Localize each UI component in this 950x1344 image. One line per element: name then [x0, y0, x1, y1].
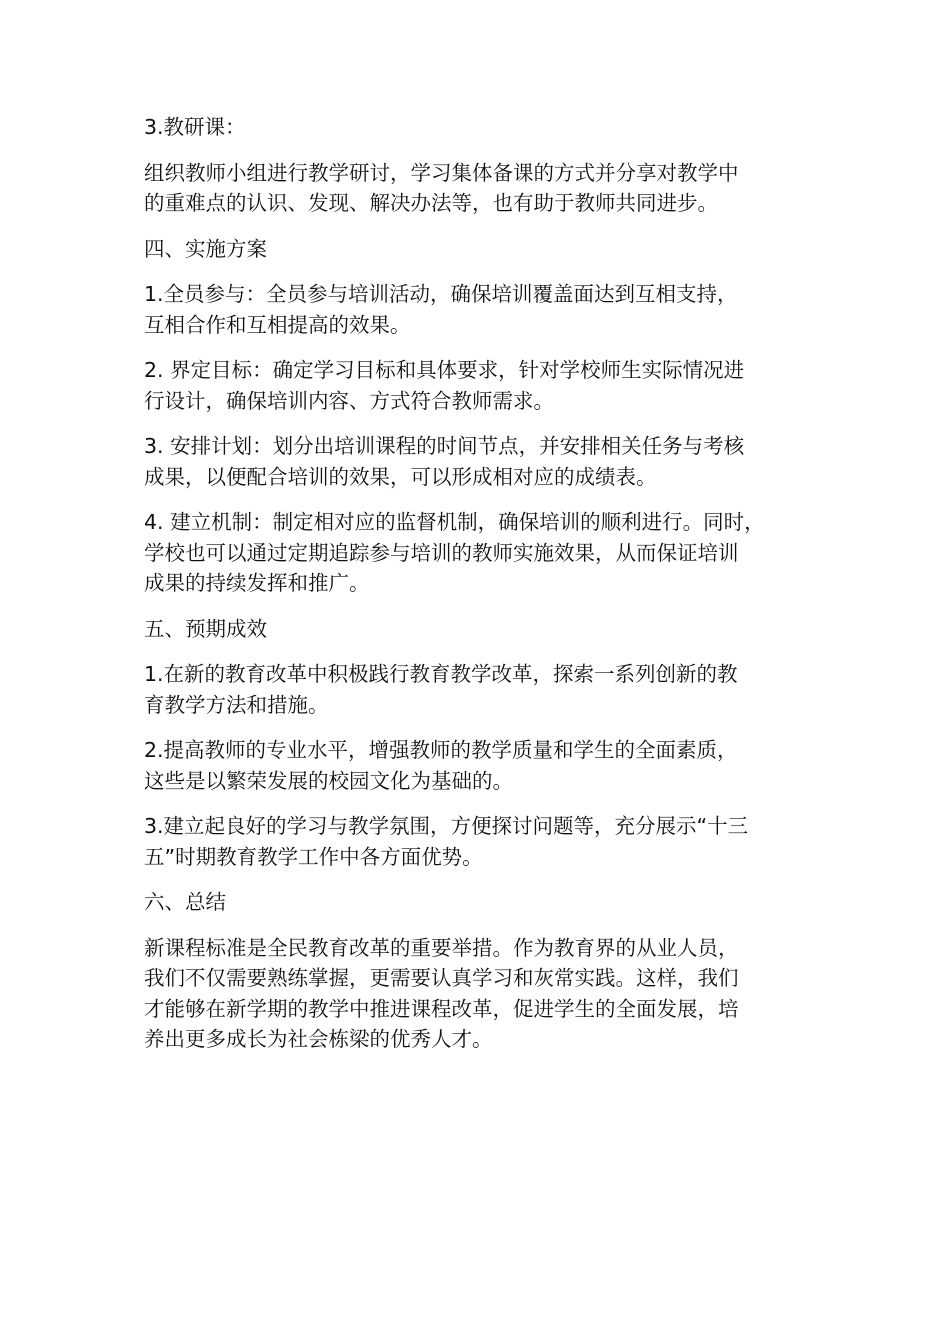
text-line: 1.全员参与：全员参与培训活动，确保培训覆盖面达到互相支持， [144, 282, 738, 306]
paragraph-summary [144, 933, 820, 1055]
text-line: 2. 界定目标：确定学习目标和具体要求，针对学校师生实际情况进 [144, 358, 745, 382]
paragraph-schedule-plan [144, 431, 820, 492]
text-line: 五”时期教育教学工作中各方面优势。 [144, 844, 483, 869]
paragraph-establish-mechanism [144, 507, 820, 599]
text-line: 成果的持续发挥和推广。 [144, 571, 370, 595]
section-heading-implementation [144, 234, 820, 265]
paragraph-full-participation [144, 279, 820, 340]
text-line: 互相合作和互相提高的效果。 [144, 312, 411, 337]
paragraph-teaching-research-body [144, 158, 820, 219]
text-line: 的重难点的认识、发现、解决办法等，也有助于教师共同进步。 [144, 191, 718, 215]
text-line: 我们不仅需要熟练掌握，更需要认真学习和灰常实践。这样，我们 [144, 966, 739, 990]
text-line: 新课程标准是全民教育改革的重要举措。作为教育界的从业人员， [144, 935, 739, 960]
text-line: 六、总结 [144, 890, 226, 914]
text-line: 才能够在新学期的教学中推进课程改革，促进学生的全面发展，培 [144, 996, 739, 1021]
text-line: 4. 建立机制：制定相对应的监督机制，确保培训的顺利进行。同时， [144, 510, 765, 534]
paragraph-result-1 [144, 659, 820, 720]
text-line: 3.教研课： [144, 115, 246, 139]
paragraph-teaching-research-heading [144, 112, 820, 143]
text-line: 2.提高教师的专业水平，增强教师的教学质量和学生的全面素质， [144, 738, 738, 762]
text-line: 四、实施方案 [144, 236, 267, 261]
paragraph-define-goals [144, 355, 820, 416]
text-line: 养出更多成长为社会栋梁的优秀人才。 [144, 1027, 493, 1051]
text-line: 3.建立起良好的学习与教学氛围，方便探讨问题等，充分展示“十三 [144, 814, 749, 838]
text-line: 1.在新的教育改革中积极践行教育教学改革，探索一系列创新的教 [144, 662, 738, 686]
text-line: 育教学方法和措施。 [144, 692, 329, 717]
document-body [144, 112, 820, 1070]
paragraph-result-3 [144, 811, 820, 872]
text-line: 行设计，确保培训内容、方式符合教师需求。 [144, 388, 554, 413]
paragraph-result-2 [144, 735, 820, 796]
section-heading-summary [144, 887, 820, 918]
section-heading-expected-results [144, 614, 820, 645]
text-line: 成果，以便配合培训的效果，可以形成相对应的成绩表。 [144, 464, 657, 489]
text-line: 这些是以繁荣发展的校园文化为基础的。 [144, 768, 513, 793]
text-line: 3. 安排计划：划分出培训课程的时间节点，并安排相关任务与考核 [144, 434, 745, 458]
text-line: 学校也可以通过定期追踪参与培训的教师实施效果，从而保证培训 [144, 540, 739, 565]
text-line: 五、预期成效 [144, 616, 267, 641]
text-line: 组织教师小组进行教学研讨，学习集体备课的方式并分享对教学中 [144, 160, 739, 185]
